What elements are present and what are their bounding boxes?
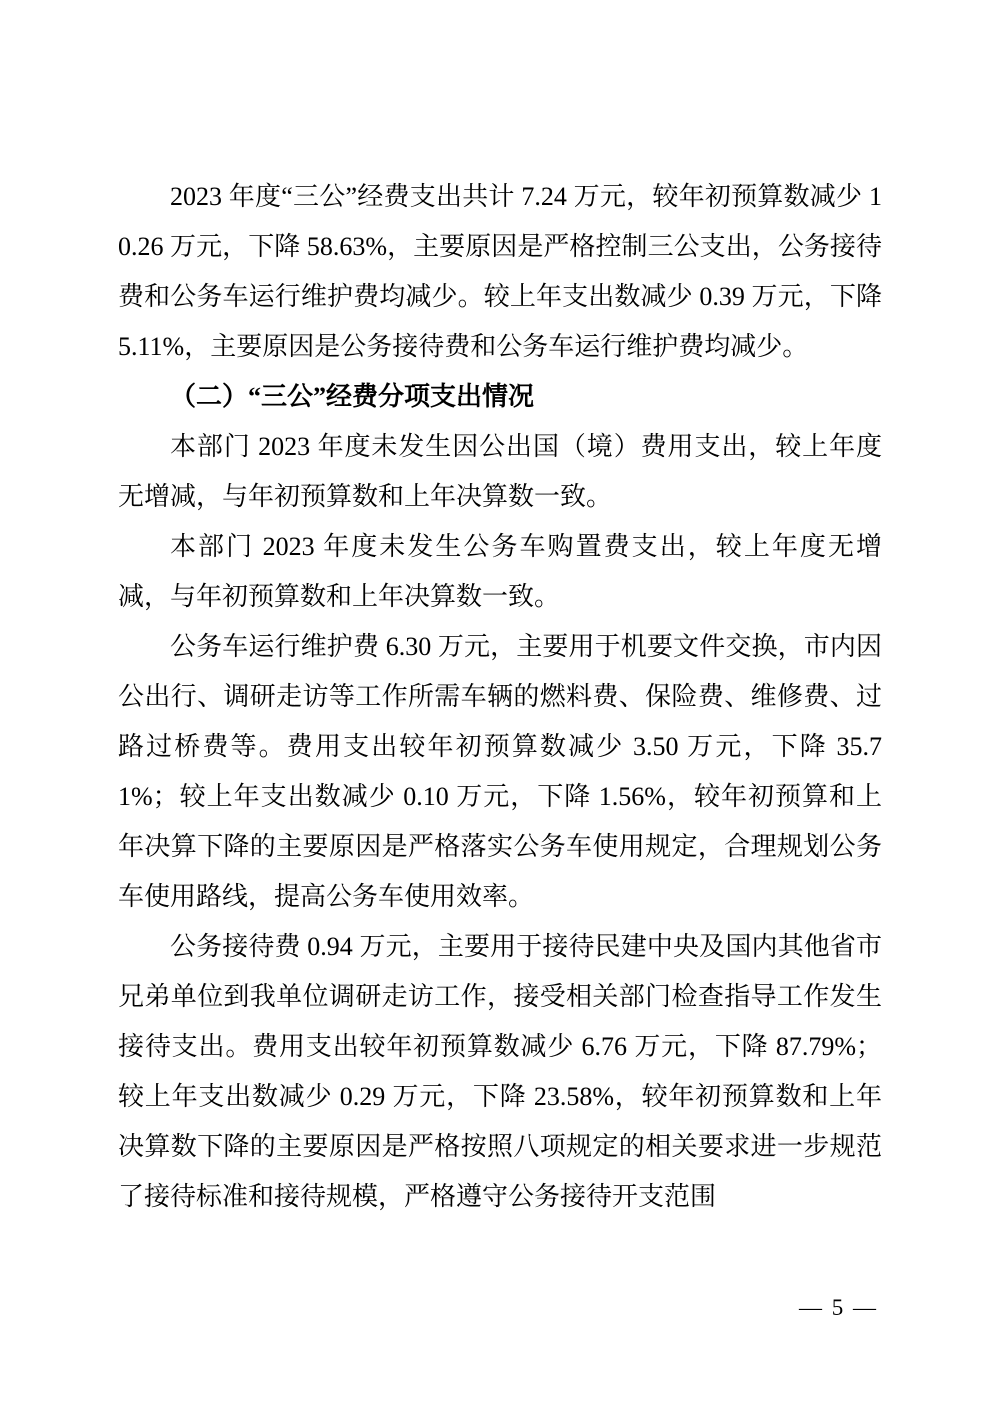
section-heading: （二）“三公”经费分项支出情况 — [170, 382, 535, 411]
paragraph-overview: 2023 年度“三公”经费支出共计 7.24 万元，较年初预算数减少 10.26 万元，下降 58.63%，主要原因是严格控制三公支出，公务接待费和公务车运行维护费均减少。较上年支出数减少 0.39 万元，下降 5.11%，主要原因是公务接待费和公务车运行维护费均减少。 — [118, 182, 882, 361]
paragraph-vehicle-purchase: 本部门 2023 年度未发生公务车购置费支出，较上年度无增减，与年初预算数和上年决算数一致。 — [118, 532, 882, 611]
paragraph-vehicle-maintenance: 公务车运行维护费 6.30 万元，主要用于机要文件交换，市内因公出行、调研走访等工作所需车辆的燃料费、保险费、维修费、过路过桥费等。费用支出较年初预算数减少 3.50 万元，下降 35.71%；较上年支出数减少 0.10 万元，下降 1.56%，较年初预算和上年决算下降的主要原因是严格落实公务车使用规定，合理规划公务车使用路线，提高公务车使用效率。 — [118, 632, 882, 911]
paragraph-official-reception: 公务接待费 0.94 万元，主要用于接待民建中央及国内其他省市兄弟单位到我单位调研走访工作，接受相关部门检查指导工作发生接待支出。费用支出较年初预算数减少 6.76 万元，下降 87.79%；较上年支出数减少 0.29 万元，下降 23.58%，较年初预算数和上年决算数下降的主要原因是严格按照八项规定的相关要求进一步规范了接待标准和接待规模，严格遵守公务接待开支范围 — [118, 932, 882, 1211]
page-number: — 5 — — [799, 1295, 878, 1320]
paragraph-abroad-expense: 本部门 2023 年度未发生因公出国（境）费用支出，较上年度无增减，与年初预算数和上年决算数一致。 — [118, 432, 882, 511]
document-body — [118, 172, 882, 1222]
